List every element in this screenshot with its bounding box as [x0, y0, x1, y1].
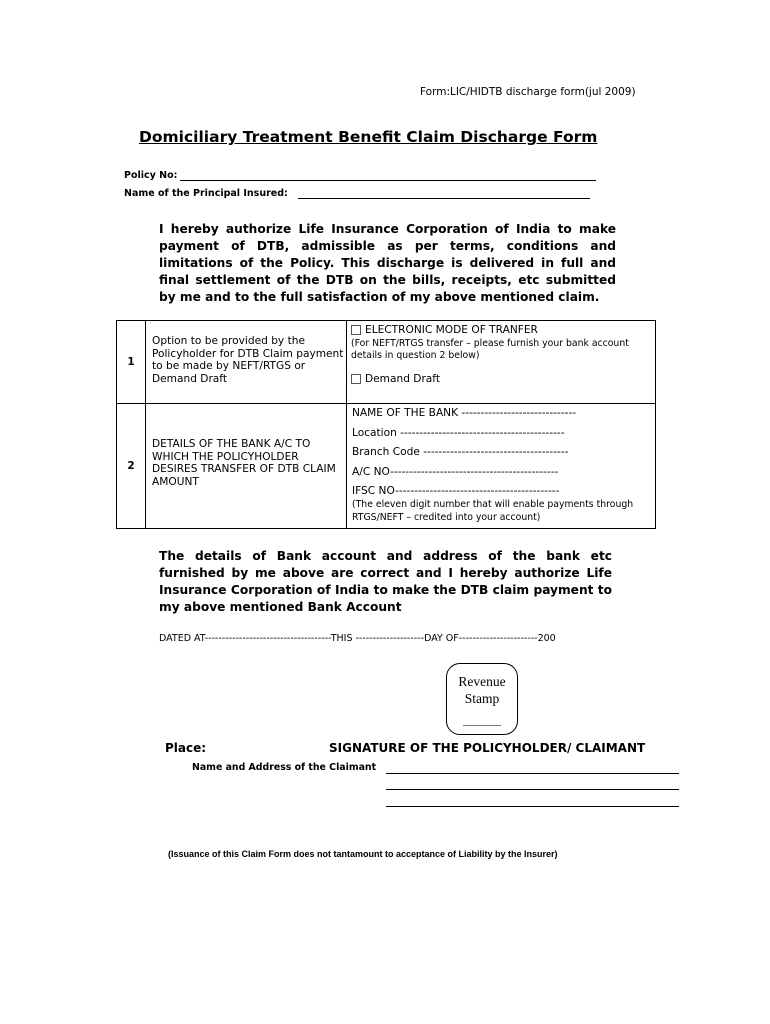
dated-line[interactable]: DATED AT-------------------------------------THIS --------------------DAY OF-----------------------200 — [159, 633, 556, 644]
table-row — [117, 404, 656, 529]
ac-no-field[interactable]: A/C NO-------------------------------------------- — [352, 465, 559, 478]
footer-note: (Issuance of this Claim Form does not tantamount to acceptance of Liability by the Insurer) — [168, 849, 558, 859]
bank-name-field[interactable]: NAME OF THE BANK ------------------------------ — [352, 407, 577, 419]
electronic-transfer-note: (For NEFT/RTGS transfer – please furnish your bank account details in question 2 below) — [351, 338, 629, 361]
policy-no-field[interactable] — [180, 180, 596, 181]
principal-insured-field[interactable] — [298, 198, 590, 199]
revenue-stamp-box — [446, 663, 518, 735]
claimant-label: Name and Address of the Claimant — [192, 762, 377, 773]
bank-details-label: DETAILS OF THE BANK A/C TO WHICH THE POLICYHOLDER DESIRES TRANSFER OF DTB CLAIM AMOUNT — [152, 438, 336, 488]
stamp-line — [463, 725, 501, 726]
demand-draft-checkbox[interactable] — [351, 374, 361, 384]
revenue-stamp-label: Revenue Stamp — [458, 674, 506, 706]
policy-no-label: Policy No: — [124, 170, 178, 181]
payment-option-label: Option to be provided by the Policyholder for DTB Claim payment to be made by NEFT/RTGS or Demand Draft — [152, 335, 344, 385]
demand-draft-label: Demand Draft — [365, 373, 440, 385]
ifsc-note: (The eleven digit number that will enable payments through RTGS/NEFT – credited into your account) — [352, 499, 634, 523]
authorization-paragraph: I hereby authorize Life Insurance Corporation of India to make payment of DTB, admissible as per terms, conditions and limitations of the Policy. This discharge is delivered in full and final settlement of the DTB on the bills, receipts, etc submitted by me and to the full satisfaction of my above mentioned claim. — [159, 222, 616, 304]
claimant-address-line-1[interactable] — [386, 773, 679, 774]
page-title: Domiciliary Treatment Benefit Claim Discharge Form — [139, 128, 598, 146]
claim-options-table — [116, 320, 656, 529]
location-field[interactable]: Location ------------------------------------------- — [352, 426, 565, 439]
table-row — [117, 321, 656, 404]
ifsc-field[interactable]: IFSC NO------------------------------------------- — [352, 485, 560, 497]
declaration-paragraph: The details of Bank account and address of the bank etc furnished by me above are correct and I hereby authorize Life Insurance Corporation of India to make the DTB claim payment to my above mentioned Bank Account — [159, 549, 612, 614]
bank-details-cell — [347, 404, 656, 529]
row-label-cell — [146, 404, 347, 529]
electronic-transfer-option[interactable] — [347, 321, 655, 336]
place-label: Place: — [165, 741, 207, 755]
signature-label: SIGNATURE OF THE POLICYHOLDER/ CLAIMANT — [329, 741, 646, 755]
row-number: 2 — [117, 404, 146, 529]
payment-options-cell — [347, 321, 656, 404]
claimant-address-line-2[interactable] — [386, 789, 679, 790]
claimant-address-line-3[interactable] — [386, 806, 679, 807]
branch-code-field[interactable]: Branch Code -------------------------------------- — [352, 446, 569, 458]
row-number: 1 — [117, 321, 146, 404]
principal-insured-label: Name of the Principal Insured: — [124, 188, 288, 199]
form-reference: Form:LIC/HIDTB discharge form(jul 2009) — [420, 86, 636, 98]
electronic-transfer-checkbox[interactable] — [351, 325, 361, 335]
electronic-transfer-label: ELECTRONIC MODE OF TRANFER — [365, 324, 538, 336]
demand-draft-option[interactable] — [347, 362, 655, 385]
row-label-cell — [146, 321, 347, 404]
